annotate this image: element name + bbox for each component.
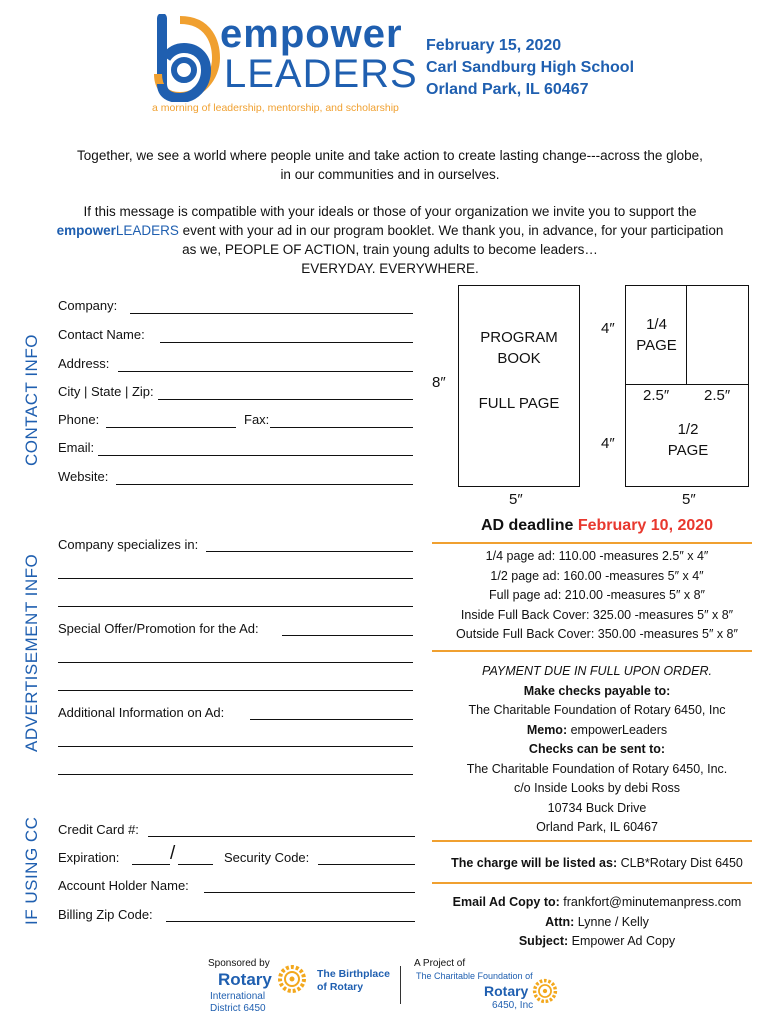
intro-line-2: empowerLEADERS event with your ad in our program booklet. We thank you, in advance, for your participation bbox=[56, 223, 724, 238]
contact-name-label: Contact Name: bbox=[58, 327, 145, 342]
price-inside-back: Inside Full Back Cover: 325.00 -measures 5″ x 8″ bbox=[460, 607, 734, 622]
memo-label: Memo: bbox=[526, 722, 568, 737]
intro-line-3: as we, PEOPLE OF ACTION, train young adults to become leaders… bbox=[182, 242, 598, 257]
full-page-box bbox=[458, 285, 580, 487]
birthplace-line-1: The Birthplace bbox=[317, 968, 390, 980]
website-label: Website: bbox=[58, 469, 109, 484]
full-page-title-2: BOOK bbox=[497, 350, 541, 367]
logo-word-bottom: LEADERS bbox=[224, 52, 418, 96]
price-quarter: 1/4 page ad: 110.00 -measures 2.5″ x 4″ bbox=[485, 549, 709, 563]
specializes-label: Company specializes in: bbox=[58, 537, 199, 552]
email-copy-address: frankfort@minutemanpress.com bbox=[559, 895, 742, 909]
intro-paragraph-2 bbox=[30, 202, 750, 278]
event-date: February 15, 2020 bbox=[426, 37, 562, 54]
email-copy-label: Email Ad Copy to: bbox=[452, 895, 560, 909]
payable-to: The Charitable Foundation of Rotary 6450, Inc bbox=[468, 703, 726, 717]
event-venue: Carl Sandburg High School bbox=[426, 59, 635, 76]
mailing-address-4: Orland Park, IL 60467 bbox=[536, 820, 658, 834]
event-info bbox=[426, 35, 634, 101]
quarter-height: 4″ bbox=[601, 320, 615, 337]
half-height: 4″ bbox=[601, 435, 615, 452]
payment-info bbox=[430, 662, 764, 838]
intro-line-1: If this message is compatible with your ideals or those of your organization we invite you to support the bbox=[83, 204, 697, 219]
company-field[interactable] bbox=[130, 313, 413, 314]
attn-value: Lynne / Kelly bbox=[574, 914, 649, 929]
security-code-label: Security Code: bbox=[224, 850, 310, 865]
charge-rule bbox=[432, 882, 752, 884]
deadline-date: February 10, 2020 bbox=[577, 517, 714, 534]
credit-card-field[interactable] bbox=[148, 836, 415, 837]
special-offer-field[interactable] bbox=[282, 635, 413, 636]
memo-line bbox=[430, 721, 764, 741]
price-list bbox=[430, 547, 764, 645]
logo-word-top: empower bbox=[220, 12, 403, 56]
mailing-address-1: The Charitable Foundation of Rotary 6450, Inc. bbox=[466, 761, 728, 776]
footer-divider bbox=[400, 966, 401, 1004]
phone-label: Phone: bbox=[58, 412, 100, 427]
deadline-label: AD deadline bbox=[480, 517, 574, 534]
price-half: 1/2 page ad: 160.00 -measures 5″ x 4″ bbox=[490, 568, 704, 583]
phone-field[interactable] bbox=[106, 427, 236, 428]
account-holder-field[interactable] bbox=[204, 892, 415, 893]
event-city: Orland Park, IL 60467 bbox=[426, 81, 589, 98]
full-page-width: 5″ bbox=[509, 491, 523, 508]
credit-card-label: Credit Card #: bbox=[58, 822, 139, 837]
address-label: Address: bbox=[58, 356, 110, 371]
full-page-height: 8″ bbox=[432, 374, 446, 391]
quarter-label-2: PAGE bbox=[636, 337, 677, 354]
ad-deadline bbox=[430, 517, 764, 535]
sent-label: Checks can be sent to: bbox=[528, 742, 666, 756]
security-code-field[interactable] bbox=[318, 864, 415, 865]
half-label-1: 1/2 bbox=[677, 421, 699, 438]
city-label: City | State | Zip: bbox=[58, 384, 154, 399]
memo-value: empowerLeaders bbox=[567, 722, 668, 737]
billing-zip-field[interactable] bbox=[166, 921, 415, 922]
full-page-title-3: FULL PAGE bbox=[478, 395, 560, 412]
account-holder-label: Account Holder Name: bbox=[58, 878, 189, 893]
special-offer-line-3[interactable] bbox=[58, 690, 413, 691]
right-width: 5″ bbox=[682, 491, 696, 508]
rotary-wordmark-2: Rotary bbox=[484, 983, 529, 999]
foundation-name: The Charitable Foundation of bbox=[416, 971, 533, 981]
fax-field[interactable] bbox=[270, 427, 413, 428]
subject-line bbox=[430, 932, 764, 952]
billing-zip-label: Billing Zip Code: bbox=[58, 907, 153, 922]
prices-rule bbox=[432, 650, 752, 652]
mailing-address-3: 10734 Buck Drive bbox=[547, 800, 647, 815]
section-contact-info: CONTACT INFO bbox=[22, 334, 41, 466]
rotary-wheel-icon-2 bbox=[532, 978, 558, 1004]
section-advertisement-info: ADVERTISEMENT INFO bbox=[22, 553, 41, 752]
project-of-label: A Project of bbox=[414, 958, 466, 969]
city-field[interactable] bbox=[158, 399, 413, 400]
quarter-width-a: 2.5″ bbox=[643, 387, 670, 404]
additional-info-line-3[interactable] bbox=[58, 774, 413, 775]
expiration-slash: / bbox=[170, 843, 176, 864]
email-copy-info bbox=[430, 893, 764, 952]
charge-line bbox=[430, 854, 764, 874]
quarter-label-1: 1/4 bbox=[646, 316, 667, 333]
additional-info-field[interactable] bbox=[250, 719, 413, 720]
attn-line bbox=[430, 913, 764, 933]
price-outside-back: Outside Full Back Cover: 350.00 -measures 5″ x 8″ bbox=[456, 627, 738, 641]
expiration-month-field[interactable] bbox=[132, 864, 170, 865]
logo bbox=[150, 12, 418, 120]
email-label: Email: bbox=[58, 440, 95, 455]
contact-name-field[interactable] bbox=[160, 342, 413, 343]
website-field[interactable] bbox=[116, 484, 413, 485]
section-if-using-cc: IF USING CC bbox=[22, 816, 41, 925]
subject-value: Empower Ad Copy bbox=[568, 934, 676, 948]
specializes-field[interactable] bbox=[206, 551, 413, 552]
rotary-wheel-icon bbox=[277, 964, 307, 994]
special-offer-label: Special Offer/Promotion for the Ad: bbox=[58, 621, 259, 636]
rotary-international: International bbox=[210, 991, 266, 1002]
company-label: Company: bbox=[58, 298, 118, 313]
logo-tagline: a morning of leadership, mentorship, and scholarship bbox=[152, 102, 399, 114]
charge-label: The charge will be listed as: bbox=[451, 856, 618, 870]
rotary-wordmark: Rotary bbox=[218, 970, 272, 989]
intro-line-4: EVERYDAY. EVERYWHERE. bbox=[301, 261, 479, 276]
email-field[interactable] bbox=[98, 455, 413, 456]
logo-mark-icon bbox=[150, 14, 222, 102]
brand-leaders: LEADERS bbox=[115, 223, 179, 238]
brand-empower: empower bbox=[56, 223, 116, 238]
half-label-2: PAGE bbox=[667, 442, 709, 459]
half-divider-horizontal bbox=[625, 384, 749, 385]
specializes-line-3[interactable] bbox=[58, 606, 413, 607]
subject-label: Subject: bbox=[518, 934, 569, 948]
email-copy-line bbox=[430, 893, 764, 913]
additional-info-line-2[interactable] bbox=[58, 746, 413, 747]
payment-rule bbox=[432, 840, 752, 842]
price-full: Full page ad: 210.00 -measures 5″ x 8″ bbox=[489, 588, 705, 602]
full-page-title-1: PROGRAM bbox=[480, 329, 558, 346]
charge-value: CLB*Rotary Dist 6450 bbox=[617, 856, 743, 870]
district-inc: 6450, Inc bbox=[492, 1000, 534, 1011]
fax-label: Fax: bbox=[244, 412, 270, 427]
mailing-address-2: c/o Inside Looks by debi Ross bbox=[513, 781, 681, 795]
deadline-rule bbox=[432, 542, 752, 544]
sponsored-by-label: Sponsored by bbox=[208, 958, 270, 969]
quarter-width-b: 2.5″ bbox=[704, 387, 731, 404]
specializes-line-2[interactable] bbox=[58, 578, 413, 579]
expiration-year-field[interactable] bbox=[178, 864, 213, 865]
special-offer-line-2[interactable] bbox=[58, 662, 413, 663]
expiration-label: Expiration: bbox=[58, 850, 120, 865]
payment-note: PAYMENT DUE IN FULL UPON ORDER. bbox=[482, 664, 712, 678]
address-field[interactable] bbox=[118, 371, 413, 372]
attn-label: Attn: bbox=[545, 914, 575, 929]
rotary-district: District 6450 bbox=[210, 1003, 266, 1014]
intro-paragraph-1: Together, we see a world where people unite and take action to create lasting change---across the globe, in our communities and in ourselves. bbox=[77, 148, 703, 182]
payable-label: Make checks payable to: bbox=[523, 683, 671, 698]
birthplace-line-2: of Rotary bbox=[317, 981, 364, 993]
additional-info-label: Additional Information on Ad: bbox=[58, 705, 225, 720]
